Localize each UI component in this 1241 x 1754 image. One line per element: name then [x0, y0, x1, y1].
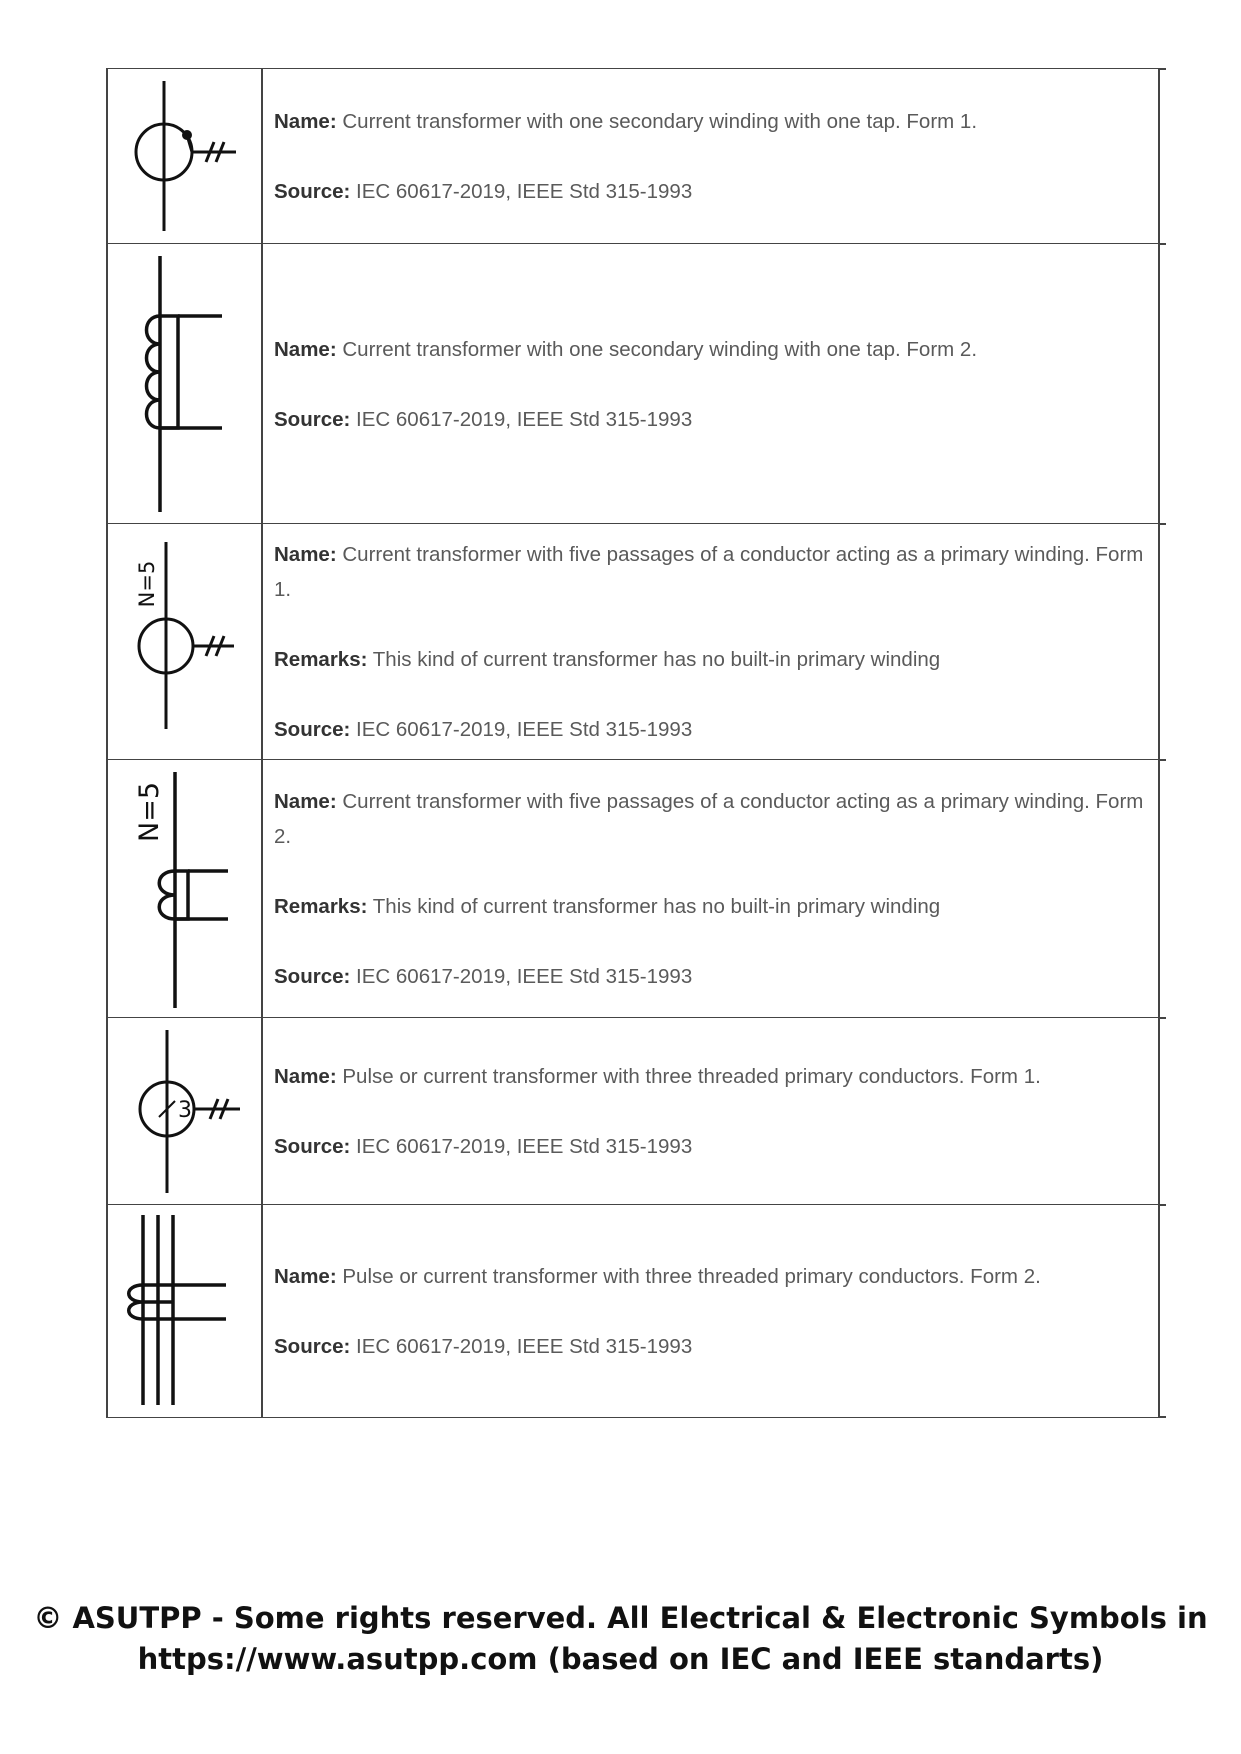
remarks-label: Remarks: — [274, 895, 368, 918]
table-edge-tick — [1158, 1204, 1166, 1206]
symbol-description — [274, 244, 1146, 524]
symbol-source: IEC 60617-2019, IEEE Std 315-1993 — [356, 180, 693, 203]
name-label: Name: — [274, 1264, 337, 1288]
table-row — [106, 243, 1166, 524]
source-label: Source: — [274, 1334, 351, 1358]
symbol-source: IEC 60617-2019, IEEE Std 315-1993 — [356, 407, 693, 431]
symbol-description — [274, 69, 1146, 244]
table-edge-tick — [1158, 759, 1166, 761]
ct-one-tap-form2-icon — [106, 244, 261, 524]
table-row — [106, 1017, 1166, 1205]
ct-one-tap-form1-icon — [106, 69, 261, 244]
table-row — [106, 523, 1166, 760]
footer-line-1: © ASUTPP - Some rights reserved. All Electrical & Electronic Symbols in — [33, 1601, 1208, 1635]
table-row — [106, 1204, 1166, 1418]
symbol-label: N=5 — [134, 782, 165, 842]
symbol-label: N=5 — [135, 560, 159, 608]
symbol-description — [274, 1018, 1146, 1205]
table-row — [106, 759, 1166, 1018]
table-edge-tick — [1158, 1017, 1166, 1019]
table-edge-tick — [1158, 243, 1166, 245]
name-label: Name: — [274, 110, 337, 133]
table-edge-tick — [1158, 523, 1166, 525]
pulse-ct-three-conductors-form1-icon — [106, 1018, 261, 1205]
symbol-name: Current transformer with one secondary winding with one tap. Form 2. — [342, 337, 978, 361]
symbol-source: IEC 60617-2019, IEEE Std 315-1993 — [356, 718, 693, 741]
symbol-name: Current transformer with five passages of a conductor acting as a primary winding. Form 2. — [274, 790, 1144, 848]
footer-line-2: https://www.asutpp.com (based on IEC and IEEE standarts) — [137, 1642, 1104, 1676]
symbol-source: IEC 60617-2019, IEEE Std 315-1993 — [356, 1334, 693, 1358]
name-label: Name: — [274, 337, 337, 361]
table-edge-tick — [1158, 1416, 1166, 1418]
source-label: Source: — [274, 965, 351, 988]
symbol-remarks: This kind of current transformer has no built-in primary winding — [372, 895, 941, 918]
symbol-remarks: This kind of current transformer has no built-in primary winding — [372, 648, 941, 671]
source-label: Source: — [274, 718, 351, 741]
symbol-name: Pulse or current transformer with three threaded primary conductors. Form 1. — [342, 1065, 1041, 1088]
name-label: Name: — [274, 1065, 337, 1088]
table-row — [106, 68, 1166, 244]
name-label: Name: — [274, 543, 337, 566]
symbol-name: Pulse or current transformer with three threaded primary conductors. Form 2. — [342, 1264, 1041, 1288]
source-label: Source: — [274, 1135, 351, 1158]
symbol-description — [274, 1205, 1146, 1417]
pulse-ct-three-conductors-form2-icon — [106, 1205, 261, 1417]
symbol-name: Current transformer with five passages of a conductor acting as a primary winding. Form 1. — [274, 543, 1144, 601]
ct-five-passages-form2-icon — [106, 760, 261, 1018]
symbol-source: IEC 60617-2019, IEEE Std 315-1993 — [356, 1135, 693, 1158]
symbol-description — [274, 524, 1146, 760]
remarks-label: Remarks: — [274, 648, 368, 671]
ct-five-passages-form1-icon — [106, 524, 261, 760]
symbol-description — [274, 760, 1146, 1018]
symbol-name: Current transformer with one secondary winding with one tap. Form 1. — [342, 110, 978, 133]
table-edge-tick — [1158, 68, 1166, 70]
copyright-footer — [0, 1598, 1241, 1680]
source-label: Source: — [274, 407, 351, 431]
symbol-label: 3 — [178, 1098, 192, 1123]
symbol-source: IEC 60617-2019, IEEE Std 315-1993 — [356, 965, 693, 988]
name-label: Name: — [274, 790, 337, 813]
source-label: Source: — [274, 180, 351, 203]
